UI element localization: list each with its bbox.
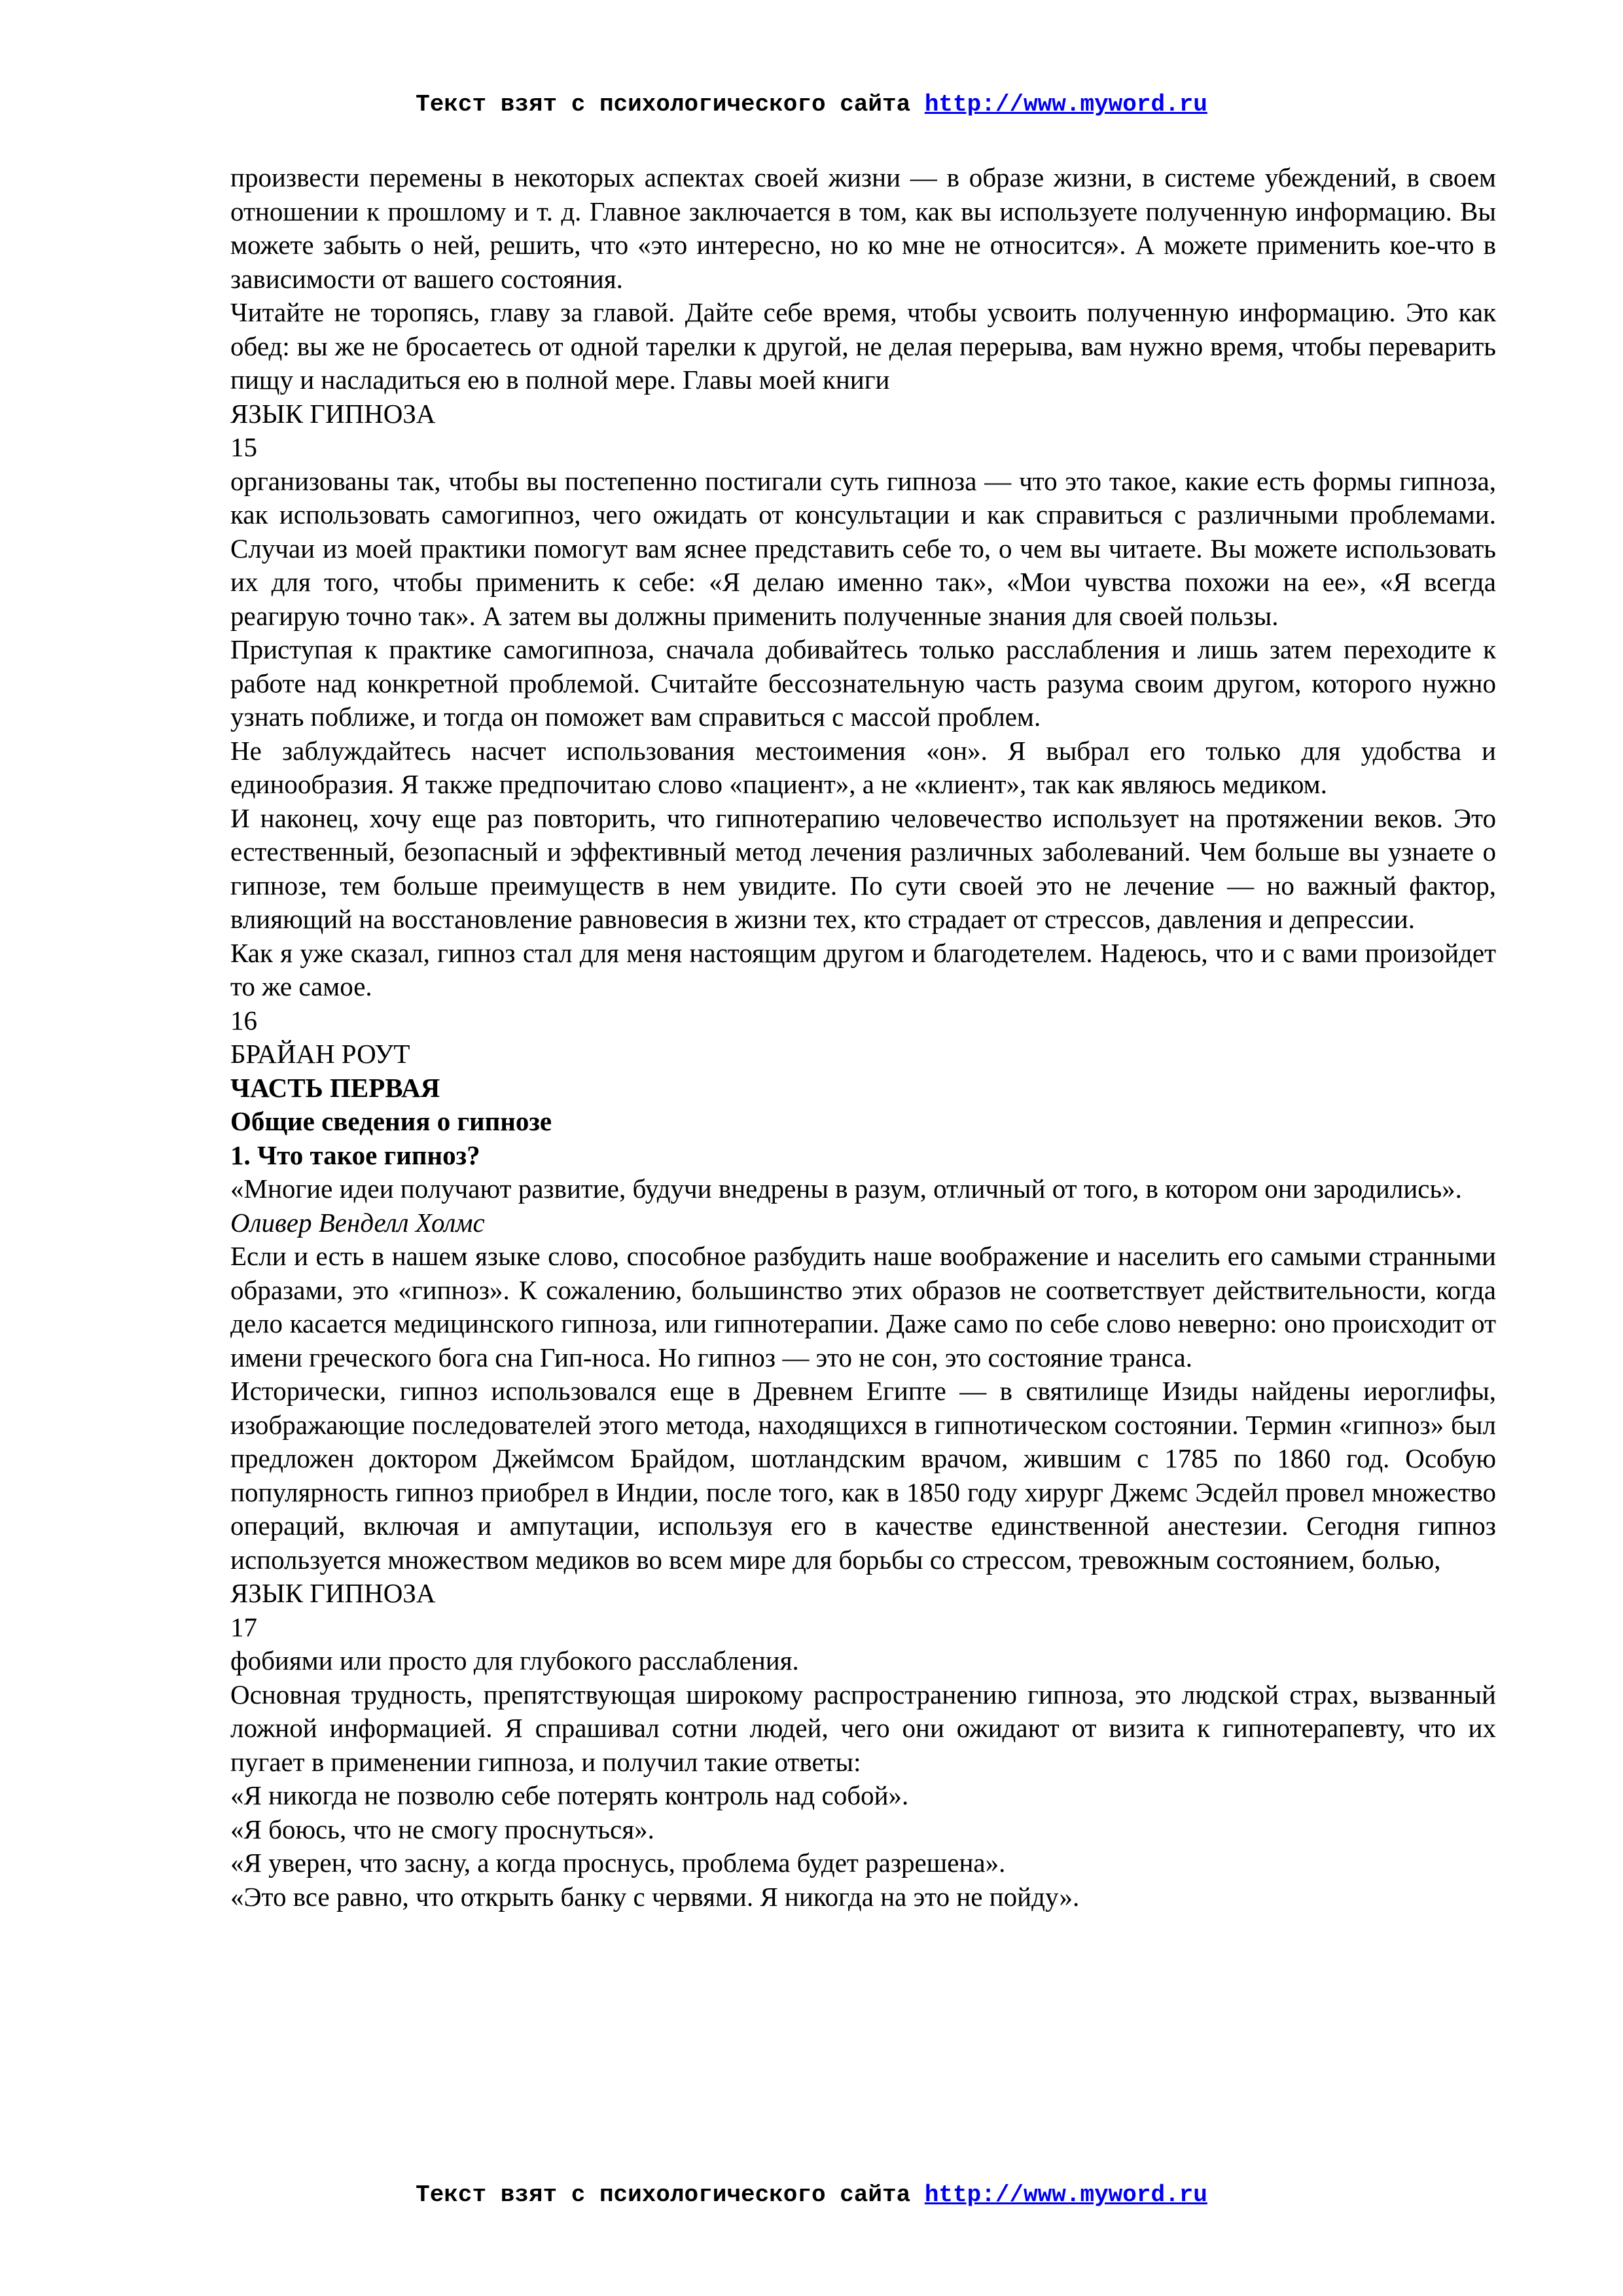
page-number: 15 — [230, 432, 257, 462]
quote-line: «Я уверен, что засну, а когда проснусь, проблема будет разрешена». — [230, 1848, 1006, 1878]
epigraph: «Многие идеи получают развитие, будучи внедрены в разум, отличный от того, в котором они зародились». — [230, 1174, 1462, 1204]
paragraph: Если и есть в нашем языке слово, способное разбудить наше воображение и населить его самыми странными образами, это «гипноз». К сожалению, большинство этих образов не соответствует действительности, когда дело касается медицинского гипноза, или гипнотерапии. Даже само по себе слово неверно: оно происходит от имени греческого бога сна Гип-носа. Но гипноз — это не сон, это состояние транса. — [230, 1241, 1496, 1372]
paragraph: Основная трудность, препятствующая широкому распространению гипноза, это людской страх, вызванный ложной информацией. Я спрашивал сотни людей, чего они ожидают от визита к гипнотерапевту, что их пугает в применении гипноза, и получил такие ответы: — [230, 1679, 1496, 1777]
paragraph: произвести перемены в некоторых аспектах своей жизни — в образе жизни, в системе убеждений, в своем отношении к прошлому и т. д. Главное заключается в том, как вы используете полученную информацию. Вы можете забыть о ней, решить, что «это интересно, но ко мне не относится». А можете применить кое-что в зависимости от вашего состояния. — [230, 162, 1496, 294]
epigraph-author: Оливер Венделл Холмс — [230, 1207, 485, 1238]
page-number: 16 — [230, 1005, 257, 1035]
quote-line: «Это все равно, что открыть банку с червями. Я никогда на это не пойду». — [230, 1881, 1080, 1912]
chapter-heading: 1. Что такое гипноз? — [230, 1139, 480, 1170]
page-number: 17 — [230, 1611, 257, 1642]
header-link[interactable]: http://www.myword.ru — [924, 91, 1207, 118]
page-header — [0, 92, 1623, 118]
quote-line: «Я никогда не позволю себе потерять контроль над собой». — [230, 1780, 909, 1810]
paragraph: фобиями или просто для глубокого расслабления. — [230, 1645, 799, 1676]
paragraph: Как я уже сказал, гипноз стал для меня настоящим другом и благодетелем. Надеюсь, что и с вами произойдет то же самое. — [230, 937, 1496, 1001]
paragraph: Читайте не торопясь, главу за главой. Дайте себе время, чтобы усвоить полученную информацию. Это как обед: вы же не бросаетесь от одной тарелки к другой, не делая перерыва, вам нужно время, чтобы переварить пищу и насладиться ею в полной мере. Главы моей книги — [230, 297, 1496, 395]
footer-link[interactable]: http://www.myword.ru — [924, 2181, 1207, 2208]
quote-line: «Я боюсь, что не смогу проснуться». — [230, 1814, 654, 1844]
paragraph: Исторически, гипноз использовался еще в Древнем Египте — в святилище Изиды найдены иероглифы, изображающие последователей этого метода, находящихся в гипнотическом состоянии. Термин «гипноз» был предложен доктором Джеймсом Брайдом, шотландским врачом, жившим с 1785 по 1860 год. Особую популярность гипноз приобрел в Индии, после того, как в 1850 году хирург Джемс Эсдейл провел множество операций, включая и ампутации, используя его в качестве единственной анестезии. Сегодня гипноз используется множеством медиков во всем мире для борьбы со стрессом, тревожным состоянием, болью, — [230, 1376, 1496, 1575]
paragraph: организованы так, чтобы вы постепенно постигали суть гипноза — что это такое, какие есть формы гипноза, как использовать самогипноз, чего ожидать от консультации и как справиться с различными проблемами. Случаи из моей практики помогут вам яснее представить себе то, о чем вы читаете. Вы можете использовать их для того, чтобы применить к себе: «Я делаю именно так», «Мои чувства похожи на ее», «Я всегда реагирую точно так». А затем вы должны применить полученные знания для своей пользы. — [230, 465, 1496, 631]
paragraph: Не заблуждайтесь насчет использования местоимения «он». Я выбрал его только для удобства и единообразия. Я также предпочитаю слово «пациент», а не «клиент», так как являюсь медиком. — [230, 735, 1496, 799]
header-text: Текст взят с психологического сайта — [416, 91, 911, 118]
footer-text: Текст взят с психологического сайта — [416, 2181, 911, 2208]
part-subheading: Общие сведения о гипнозе — [230, 1106, 552, 1136]
running-title: ЯЗЫК ГИПНОЗА — [230, 398, 436, 429]
running-title: БРАЙАН РОУТ — [230, 1039, 410, 1069]
page-footer — [0, 2182, 1623, 2208]
paragraph: И наконец, хочу еще раз повторить, что гипнотерапию человечество использует на протяжении веков. Это естественный, безопасный и эффективный метод лечения различных заболеваний. Чем больше вы узнаете о гипнозе, тем больше преимуществ в нем увидите. По сути своей это не лечение — но важный фактор, влияющий на восстановление равновесия в жизни тех, кто страдает от стрессов, давления и депрессии. — [230, 802, 1496, 934]
running-title: ЯЗЫК ГИПНОЗА — [230, 1578, 436, 1608]
document-body — [230, 161, 1496, 1914]
part-heading: ЧАСТЬ ПЕРВАЯ — [230, 1072, 440, 1103]
paragraph: Приступая к практике самогипноза, сначала добивайтесь только расслабления и лишь затем переходите к работе над конкретной проблемой. Считайте бессознательную часть разума своим другом, которого нужно узнать поближе, и тогда он поможет вам справиться с массой проблем. — [230, 634, 1496, 732]
